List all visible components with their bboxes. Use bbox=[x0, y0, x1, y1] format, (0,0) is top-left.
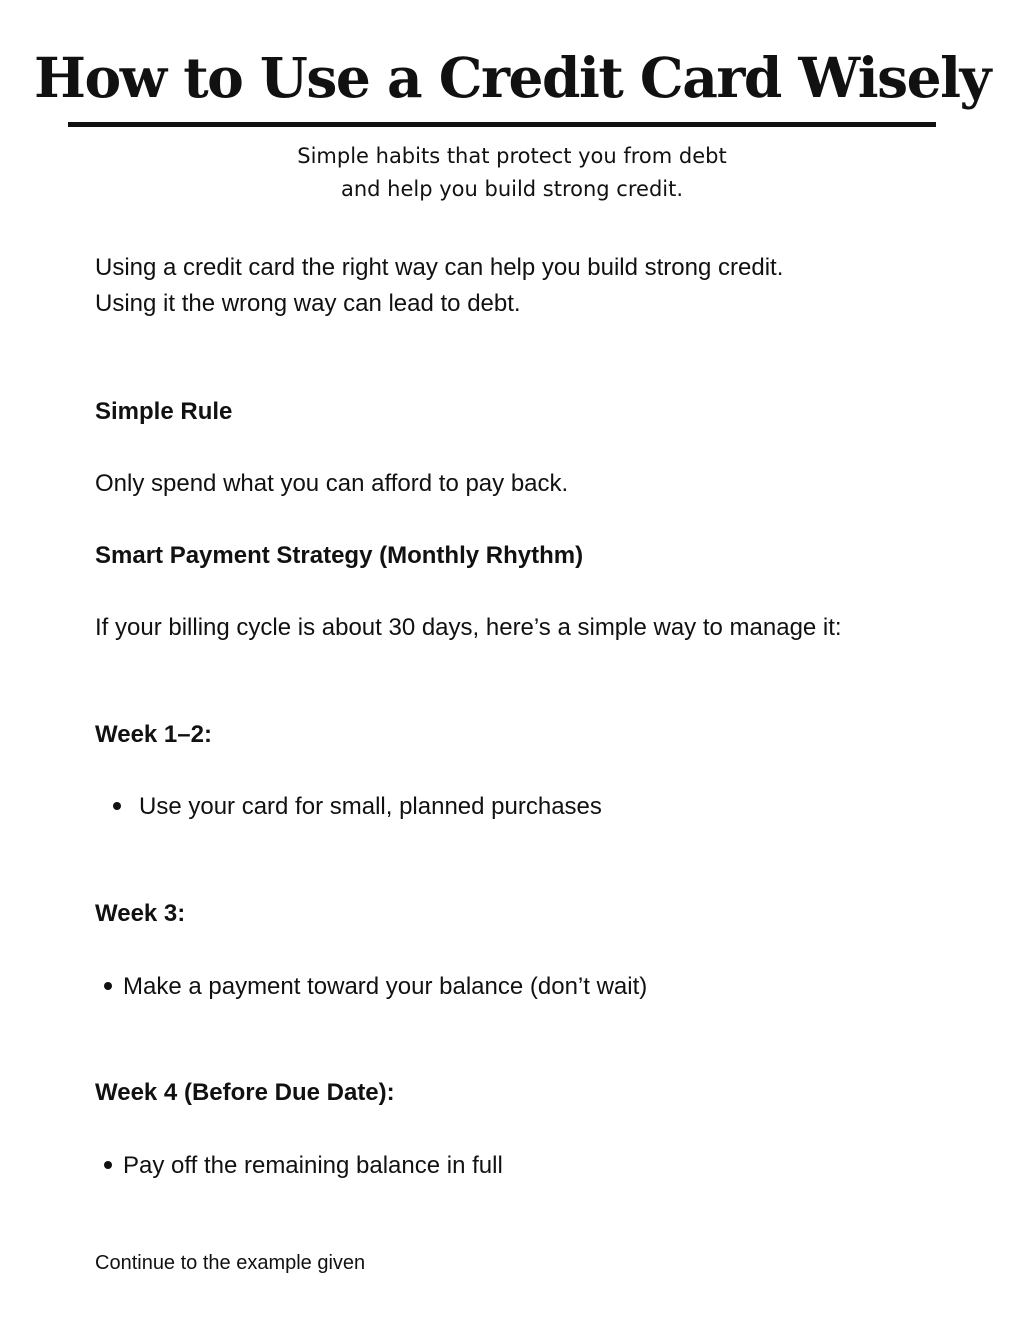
bullet-icon bbox=[104, 1161, 112, 1169]
bullet-icon bbox=[113, 802, 121, 810]
strategy-heading: Smart Payment Strategy (Monthly Rhythm) bbox=[95, 542, 584, 569]
strategy-text: If your billing cycle is about 30 days, here’s a simple way to manage it: bbox=[95, 614, 842, 641]
subtitle-line-1: Simple habits that protect you from debt bbox=[297, 144, 727, 168]
week-3-heading: Week 3: bbox=[95, 900, 186, 927]
week-4-heading: Week 4 (Before Due Date): bbox=[95, 1079, 395, 1106]
intro-line-2: Using it the wrong way can lead to debt. bbox=[95, 290, 521, 317]
simple-rule-heading: Simple Rule bbox=[95, 398, 233, 425]
week-4-list-item bbox=[104, 1148, 503, 1184]
intro-line-1: Using a credit card the right way can help you build strong credit. bbox=[95, 254, 784, 281]
week-4-bullet-text: Pay off the remaining balance in full bbox=[123, 1152, 503, 1179]
subtitle-line-2: and help you build strong credit. bbox=[340, 177, 684, 201]
intro-paragraph bbox=[95, 250, 783, 322]
simple-rule-text: Only spend what you can afford to pay back. bbox=[95, 470, 569, 497]
week-1-2-heading: Week 1–2: bbox=[95, 721, 212, 748]
week-3-list-item bbox=[104, 969, 647, 1005]
bullet-icon bbox=[104, 982, 112, 990]
week-3-bullet-text: Make a payment toward your balance (don’t wait) bbox=[123, 973, 648, 1000]
footer-note: Continue to the example given bbox=[95, 1252, 366, 1274]
week-1-2-bullet-text: Use your card for small, planned purchases bbox=[139, 793, 602, 820]
subtitle bbox=[0, 140, 1024, 206]
page-title: How to Use a Credit Card Wisely bbox=[34, 45, 990, 110]
week-1-2-list-item bbox=[113, 789, 602, 825]
title-underline bbox=[68, 122, 936, 127]
